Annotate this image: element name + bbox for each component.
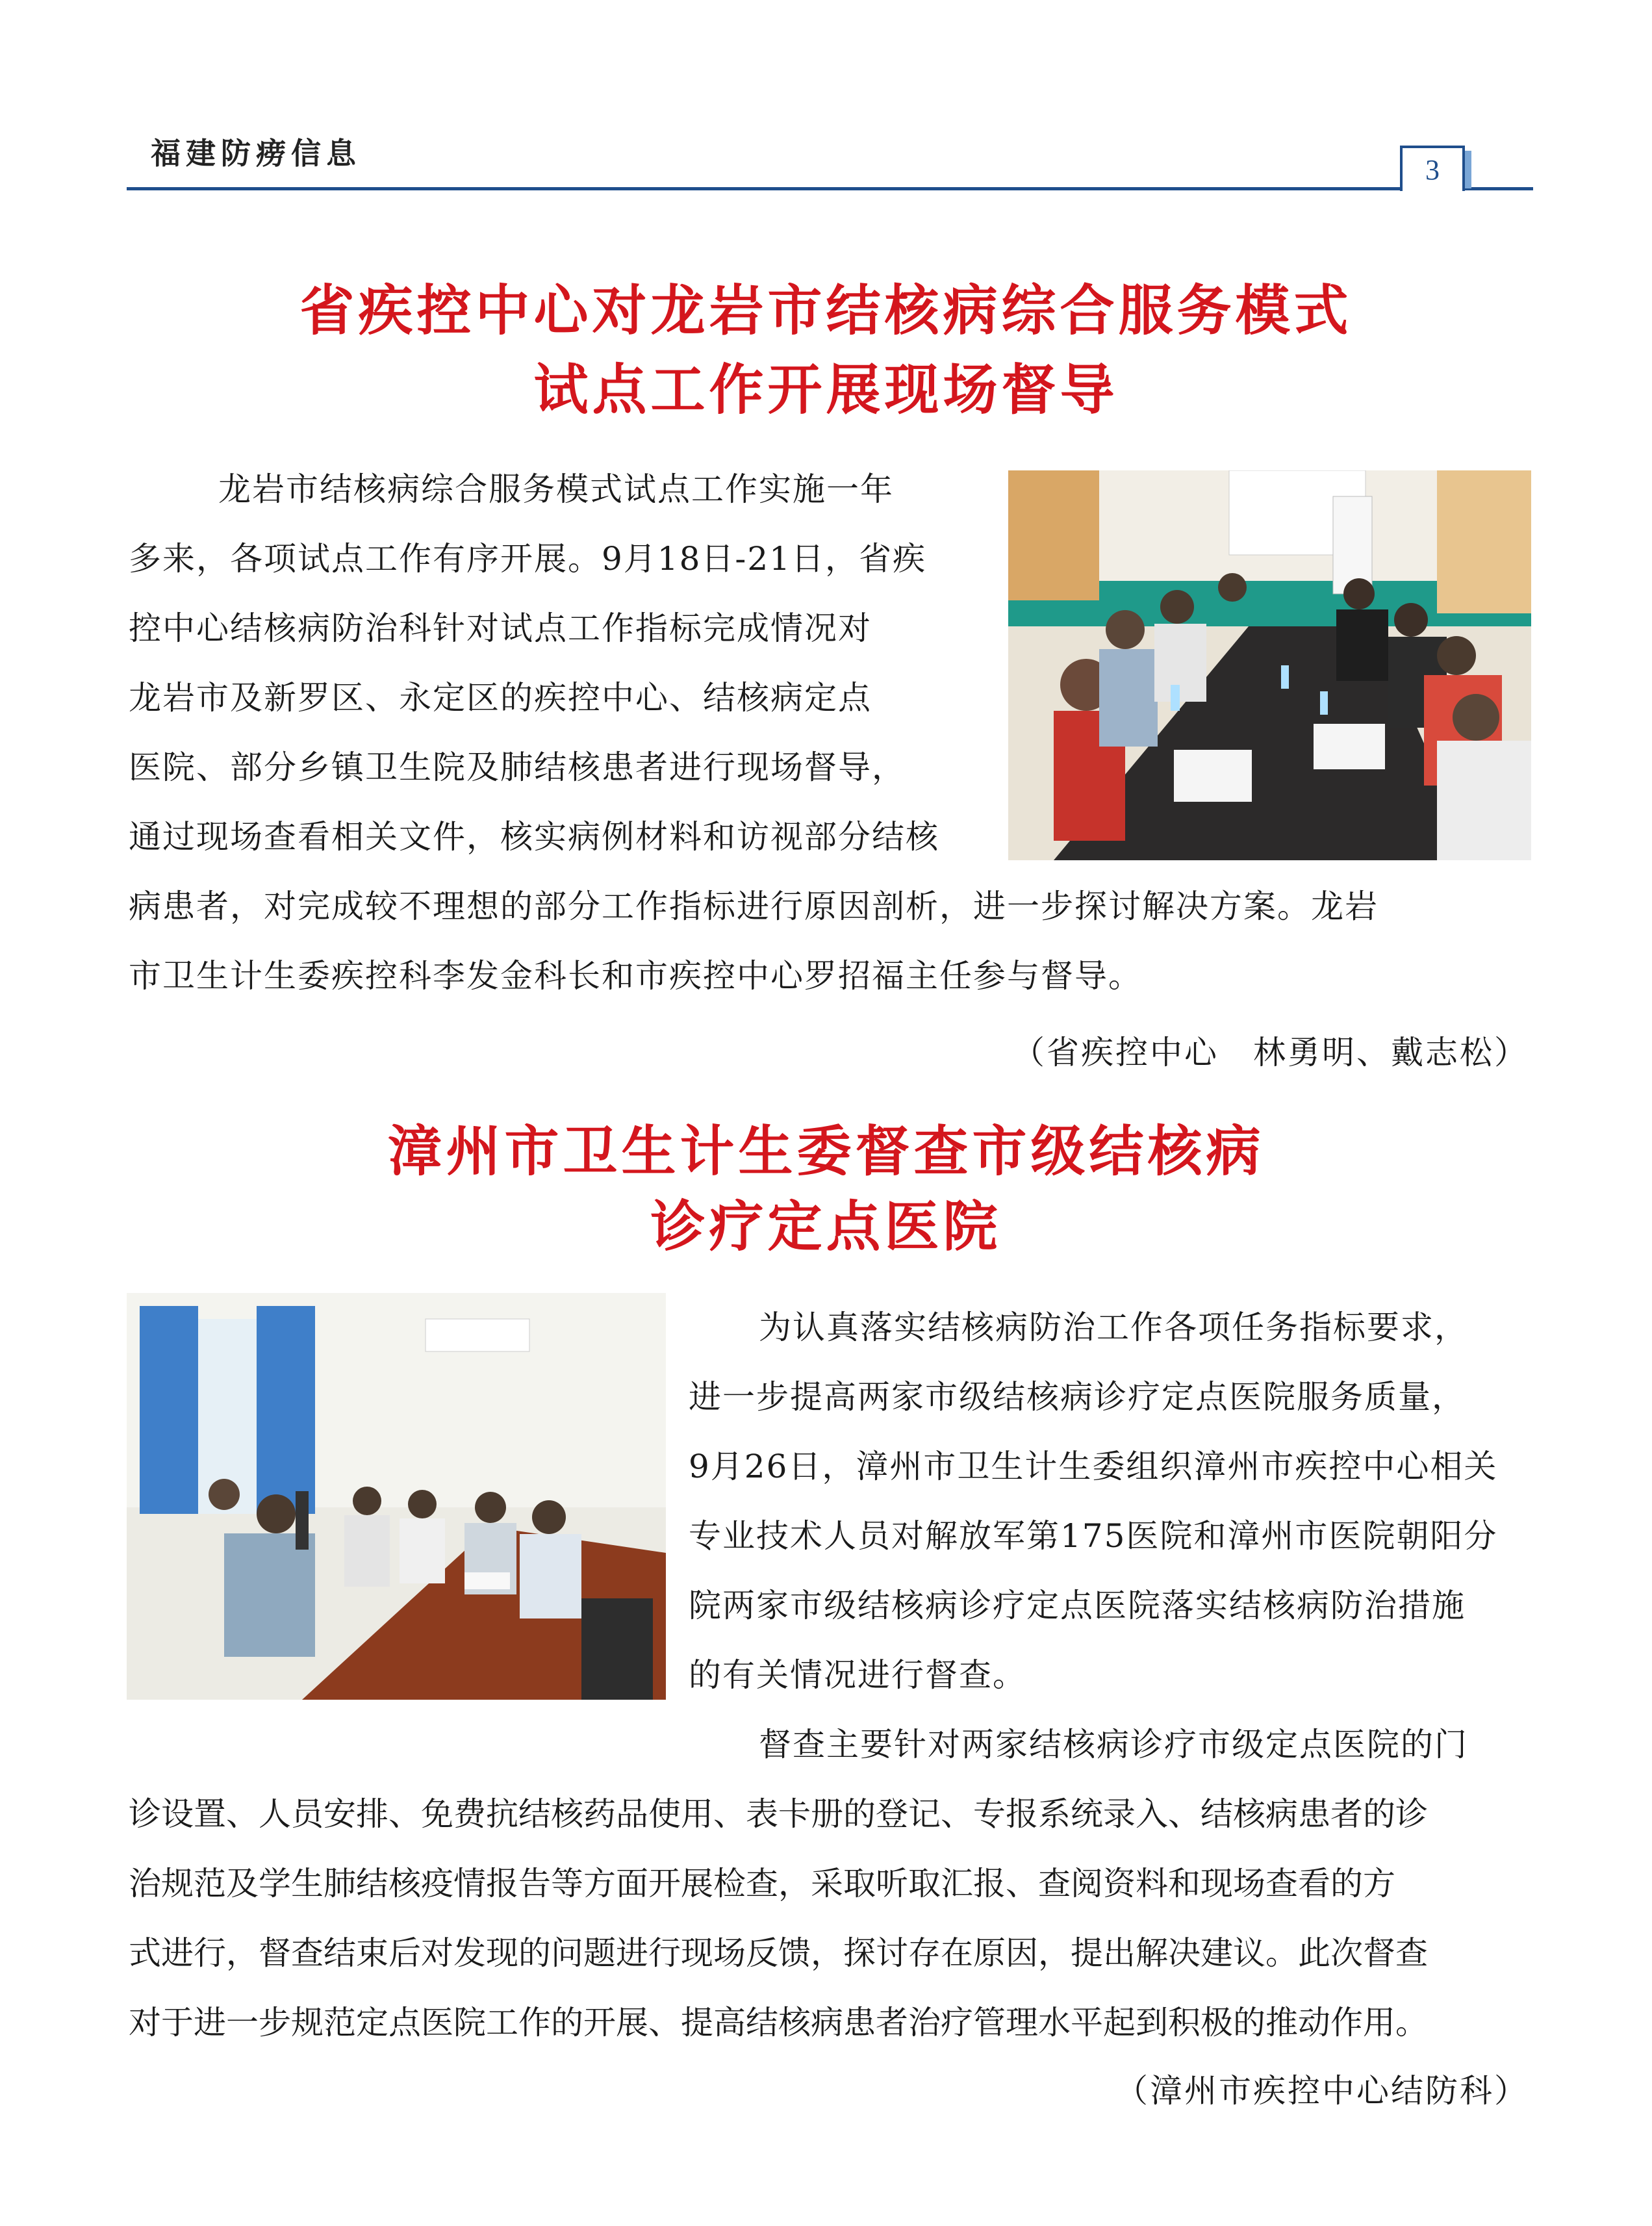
article2-body-a — [689, 1293, 1497, 1710]
article1-byline: （省疾控中心 林勇明、戴志松） — [1012, 1034, 1529, 1071]
article2-byline: （漳州市疾控中心结防科） — [1115, 2072, 1529, 2110]
article1-line: 通过现场查看相关文件，核实病例材料和访视部分结核 — [129, 818, 939, 856]
article1-line: 龙岩市结核病综合服务模式试点工作实施一年 — [218, 470, 894, 508]
header-rule — [127, 187, 1533, 190]
article2-line: 进一步提高两家市级结核病诊疗定点医院服务质量， — [689, 1378, 1466, 1416]
article2-line: 院两家市级结核病诊疗定点医院落实结核病防治措施 — [689, 1587, 1466, 1624]
article1-line: 多来，各项试点工作有序开展。9月18日-21日，省疾 — [129, 540, 926, 578]
article1-title-line2: 试点工作开展现场督导 — [533, 358, 1119, 422]
article2-line: 对于进一步规范定点医院工作的开展、提高结核病患者治疗管理水平起到积极的推动作用。 — [129, 2004, 1428, 2041]
article1-line: 市卫生计生委疾控科李发金科长和市疾控中心罗招福主任参与督导。 — [129, 957, 1142, 995]
article1-line: 医院、部分乡镇卫生院及肺结核患者进行现场督导， — [129, 748, 906, 786]
article2-line: 治规范及学生肺结核疫情报告等方面开展检查，采取听取汇报、查阅资料和现场查看的方 — [129, 1865, 1395, 1902]
article2-line: 督查主要针对两家结核病诊疗市级定点医院的门 — [759, 1726, 1468, 1763]
article2-line: 9月26日，漳州市卫生计生委组织漳州市疾控中心相关 — [689, 1448, 1498, 1485]
page-number-box — [1400, 146, 1465, 191]
article1-line: 龙岩市及新罗区、永定区的疾控中心、结核病定点 — [129, 679, 872, 717]
article2-line: 的有关情况进行督查。 — [689, 1656, 1026, 1694]
article1-title-line1: 省疾控中心对龙岩市结核病综合服务模式 — [299, 279, 1353, 342]
article1-line: 控中心结核病防治科针对试点工作指标完成情况对 — [129, 609, 872, 647]
article2-line: 式进行，督查结束后对发现的问题进行现场反馈，探讨存在原因，提出解决建议。此次督查 — [129, 1934, 1428, 1972]
article2-title-line1: 漳州市卫生计生委督查市级结核病 — [387, 1119, 1265, 1183]
article2-line: 专业技术人员对解放军第175医院和漳州市医院朝阳分 — [689, 1517, 1498, 1555]
article2-body-b — [129, 1710, 1468, 2058]
article1-line: 病患者，对完成较不理想的部分工作指标进行原因剖析，进一步探讨解决方案。龙岩 — [129, 888, 1379, 925]
journal-name: 福建防痨信息 — [151, 136, 361, 171]
article2-title-line2: 诊疗定点医院 — [650, 1195, 1002, 1259]
article2-line: 为认真落实结核病防治工作各项任务指标要求， — [759, 1309, 1468, 1346]
meeting-photo-zhangzhou — [127, 1293, 666, 1700]
page-number: 3 — [1425, 153, 1440, 186]
meeting-photo-longyan — [1008, 470, 1531, 860]
article2-line: 诊设置、人员安排、免费抗结核药品使用、表卡册的登记、专报系统录入、结核病患者的诊 — [129, 1795, 1428, 1833]
